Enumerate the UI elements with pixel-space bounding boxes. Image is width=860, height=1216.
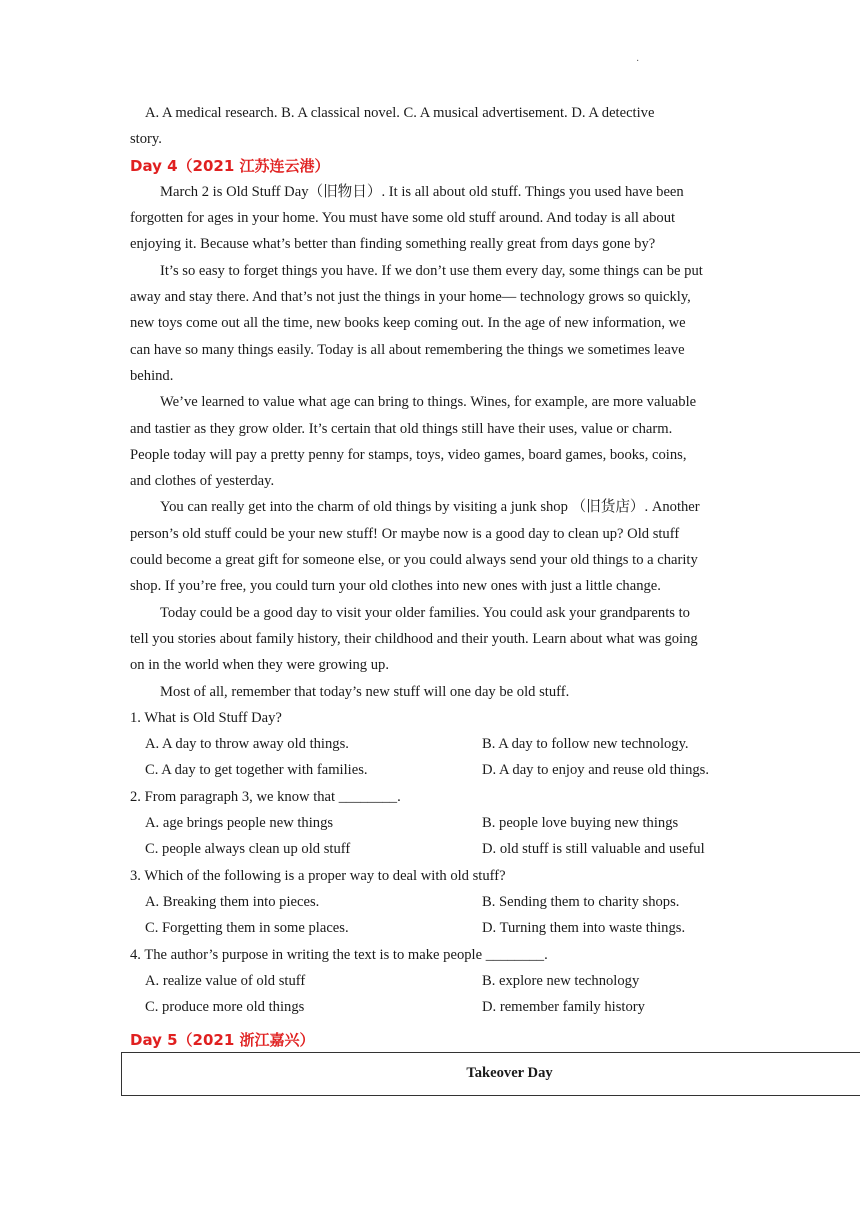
- option-row: [130, 915, 730, 941]
- option-a: A. Breaking them into pieces.: [145, 893, 320, 910]
- option-b: B. Sending them to charity shops.: [482, 893, 680, 910]
- passage-line: March 2 is Old Stuff Day（旧物日）. It is all about old stuff. Things you used have been: [160, 183, 684, 200]
- option-b: B. explore new technology: [482, 972, 640, 989]
- question-text: 2. From paragraph 3, we know that ________.: [130, 788, 401, 805]
- option-d: D. A day to enjoy and reuse old things.: [482, 762, 709, 779]
- option-row: [130, 994, 730, 1020]
- passage-line: could become a great gift for someone else, or you could always send your old things to a charity: [130, 552, 698, 569]
- passage-line: away and stay there. And that’s not just the things in your home— technology grows so quickly,: [130, 289, 691, 306]
- passage-line: enjoying it. Because what’s better than finding something really great from days gone by?: [130, 236, 656, 253]
- option-c: C. Forgetting them in some places.: [145, 920, 349, 937]
- option-d: D. Turning them into waste things.: [482, 920, 686, 937]
- option-c: C. A day to get together with families.: [145, 762, 368, 779]
- passage-line: We’ve learned to value what age can bring to things. Wines, for example, are more valuable: [160, 394, 697, 411]
- option-a: A. realize value of old stuff: [145, 972, 306, 989]
- option-row: [130, 810, 730, 836]
- question-list: [130, 705, 730, 1021]
- option-a: A. A day to throw away old things.: [145, 736, 349, 753]
- day4-heading: Day 4（2021 江苏连云港）: [130, 156, 330, 175]
- option-d: D. remember family history: [482, 999, 645, 1016]
- passage-line: It’s so easy to forget things you have. If we don’t use them every day, some things can be put: [160, 262, 703, 279]
- option-row: [130, 757, 730, 783]
- question-text: 4. The author’s purpose in writing the text is to make people ________.: [130, 946, 548, 963]
- option-row: [130, 731, 730, 757]
- passage-line: and clothes of yesterday.: [130, 473, 275, 490]
- option-row: [130, 889, 730, 915]
- passage-title: Takeover Day: [466, 1065, 553, 1081]
- option-row: [130, 836, 730, 862]
- document-body: [130, 100, 730, 1020]
- passage-line: and tastier as they grow older. It’s certain that old things still have their uses, value or charm.: [130, 420, 673, 437]
- option-b: B. A day to follow new technology.: [482, 736, 689, 753]
- passage: [130, 179, 730, 705]
- passage-title-box: [121, 1052, 860, 1096]
- passage-line: shop. If you’re free, you could turn your old clothes into new ones with just a little change.: [130, 578, 661, 595]
- passage-line: new toys come out all the time, new books keep coming out. In the age of new information, we: [130, 315, 686, 332]
- passage-line: tell you stories about family history, their childhood and their youth. Learn about what was going: [130, 630, 698, 647]
- question-text: 3. Which of the following is a proper way to deal with old stuff?: [130, 867, 506, 884]
- prev-question-options-line: story.: [130, 131, 162, 148]
- option-b: B. people love buying new things: [482, 815, 679, 832]
- option-c: C. people always clean up old stuff: [145, 841, 351, 858]
- passage-line: person’s old stuff could be your new stuff! Or maybe now is a good day to clean up? Old stuff: [130, 525, 680, 542]
- passage-line: You can really get into the charm of old things by visiting a junk shop （旧货店）. Another: [160, 499, 700, 516]
- option-c: C. produce more old things: [145, 999, 305, 1016]
- passage-line: forgotten for ages in your home. You must have some old stuff around. And today is all about: [130, 210, 676, 227]
- option-d: D. old stuff is still valuable and useful: [482, 841, 705, 858]
- passage-line: Most of all, remember that today’s new stuff will one day be old stuff.: [160, 683, 570, 700]
- passage-line: Today could be a good day to visit your older families. You could ask your grandparents to: [160, 604, 690, 621]
- option-row: [130, 968, 730, 994]
- passage-line: on in the world when they were growing up.: [130, 657, 389, 674]
- day5-heading: Day 5（2021 浙江嘉兴）: [130, 1031, 315, 1049]
- prev-question-options-line: A. A medical research. B. A classical novel. C. A musical advertisement. D. A detective: [145, 105, 655, 121]
- option-a: A. age brings people new things: [145, 815, 334, 832]
- passage-line: behind.: [130, 367, 174, 384]
- passage-line: People today will pay a pretty penny for stamps, toys, video games, board games, books, coins,: [130, 446, 687, 463]
- question-text: 1. What is Old Stuff Day?: [130, 709, 282, 726]
- header-mark: ·: [636, 56, 640, 67]
- passage-line: can have so many things easily. Today is all about remembering the things we sometimes leave: [130, 341, 685, 358]
